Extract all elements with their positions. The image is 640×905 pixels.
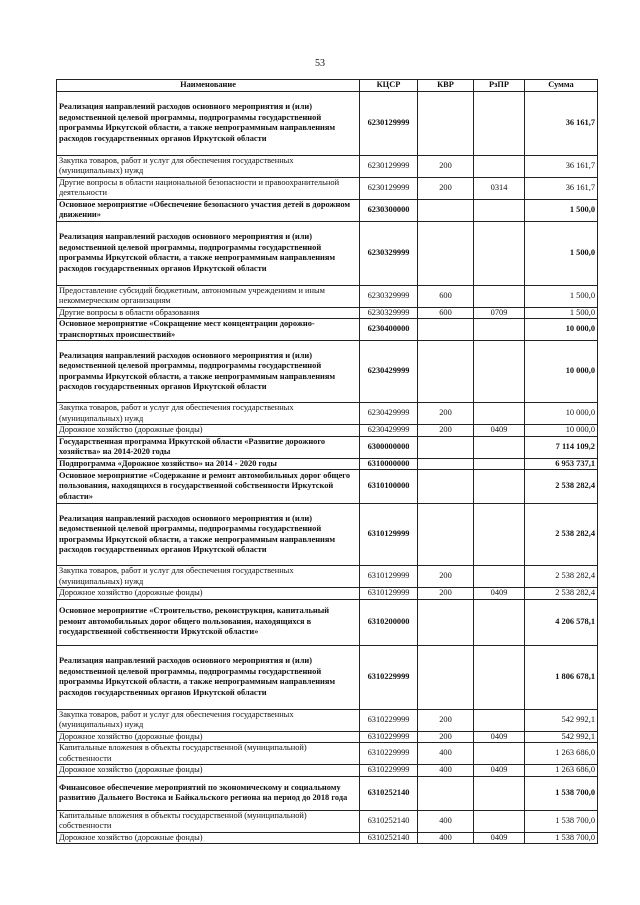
cell-kcsr: 6310229999	[360, 731, 418, 743]
cell-kvr: 200	[418, 731, 474, 743]
cell-name: Реализация направлений расходов основного мероприятия и (или) ведомственной целевой программы, подпрограммы государственной программы Иркутской области, а также непрограммным направлениям расходов государственных органов Иркутской области	[57, 221, 360, 285]
cell-kcsr: 6230329999	[360, 285, 418, 307]
cell-sum: 1 500,0	[525, 221, 598, 285]
cell-rzpr	[474, 199, 525, 221]
cell-name: Основное мероприятие «Сокращение мест концентрации дорожно-транспортных происшествий»	[57, 319, 360, 341]
table-row	[57, 341, 598, 403]
table-row	[57, 504, 598, 566]
cell-rzpr	[474, 285, 525, 307]
cell-rzpr	[474, 470, 525, 504]
cell-sum: 36 161,7	[525, 155, 598, 177]
cell-kvr	[418, 776, 474, 810]
page-number: 53	[315, 58, 325, 69]
cell-kcsr: 6230129999	[360, 177, 418, 199]
cell-kvr: 200	[418, 709, 474, 731]
cell-kvr	[418, 470, 474, 504]
cell-rzpr: 0409	[474, 731, 525, 743]
cell-kvr	[418, 436, 474, 458]
cell-name: Реализация направлений расходов основного мероприятия и (или) ведомственной целевой программы, подпрограммы государственной программы Иркутской области, а также непрограммным направлениям расходов государственных органов Иркутской области	[57, 341, 360, 403]
cell-kvr: 200	[418, 566, 474, 588]
cell-sum: 7 114 109,2	[525, 436, 598, 458]
cell-sum: 1 263 686,0	[525, 765, 598, 777]
cell-name: Государственная программа Иркутской области «Развитие дорожного хозяйства» на 2014-2020 годы	[57, 436, 360, 458]
column-header-kvr: КВР	[418, 80, 474, 92]
table-row	[57, 91, 598, 155]
cell-sum: 1 538 700,0	[525, 776, 598, 810]
cell-sum: 2 538 282,4	[525, 504, 598, 566]
cell-kvr: 200	[418, 177, 474, 199]
cell-kcsr: 6310000000	[360, 458, 418, 470]
table-row	[57, 155, 598, 177]
cell-rzpr	[474, 645, 525, 709]
cell-rzpr: 0409	[474, 765, 525, 777]
cell-name: Дорожное хозяйство (дорожные фонды)	[57, 765, 360, 777]
cell-sum: 2 538 282,4	[525, 566, 598, 588]
cell-kvr: 200	[418, 155, 474, 177]
table-row	[57, 470, 598, 504]
cell-name: Предоставление субсидий бюджетным, автономным учреждениям и иным некоммерческим организациям	[57, 285, 360, 307]
cell-kcsr: 6230400000	[360, 319, 418, 341]
cell-kvr	[418, 341, 474, 403]
cell-rzpr	[474, 709, 525, 731]
cell-kcsr: 6230429999	[360, 341, 418, 403]
cell-kcsr: 6310129999	[360, 566, 418, 588]
cell-kvr	[418, 319, 474, 341]
cell-kcsr: 6310129999	[360, 504, 418, 566]
cell-sum: 1 500,0	[525, 199, 598, 221]
column-header-rzpr: РзПР	[474, 80, 525, 92]
cell-sum: 1 806 678,1	[525, 645, 598, 709]
table-row	[57, 307, 598, 319]
cell-rzpr	[474, 403, 525, 425]
cell-kvr	[418, 645, 474, 709]
cell-kvr	[418, 599, 474, 645]
cell-rzpr	[474, 91, 525, 155]
cell-name: Закупка товаров, работ и услуг для обеспечения государственных (муниципальных) нужд	[57, 403, 360, 425]
cell-rzpr: 0409	[474, 832, 525, 844]
table-row	[57, 436, 598, 458]
table-row	[57, 731, 598, 743]
cell-name: Закупка товаров, работ и услуг для обеспечения государственных (муниципальных) нужд	[57, 566, 360, 588]
cell-kcsr: 6310129999	[360, 588, 418, 600]
table-row	[57, 403, 598, 425]
cell-name: Дорожное хозяйство (дорожные фонды)	[57, 588, 360, 600]
cell-rzpr	[474, 776, 525, 810]
cell-kvr: 200	[418, 403, 474, 425]
table-row	[57, 319, 598, 341]
cell-sum: 6 953 737,1	[525, 458, 598, 470]
cell-rzpr	[474, 810, 525, 832]
cell-kvr	[418, 458, 474, 470]
cell-kvr: 400	[418, 832, 474, 844]
table-row	[57, 599, 598, 645]
cell-sum: 2 538 282,4	[525, 470, 598, 504]
cell-kvr: 600	[418, 285, 474, 307]
table-row	[57, 709, 598, 731]
cell-name: Реализация направлений расходов основного мероприятия и (или) ведомственной целевой программы, подпрограммы государственной программы Иркутской области, а также непрограммным направлениям расходов государственных органов Иркутской области	[57, 91, 360, 155]
cell-kcsr: 6310229999	[360, 709, 418, 731]
cell-rzpr	[474, 155, 525, 177]
cell-name: Финансовое обеспечение мероприятий по экономическому и социальному развитию Дальнего Востока и Байкальского региона на период до 2018 года	[57, 776, 360, 810]
cell-sum: 2 538 282,4	[525, 588, 598, 600]
cell-sum: 1 500,0	[525, 307, 598, 319]
cell-rzpr: 0314	[474, 177, 525, 199]
cell-kcsr: 6300000000	[360, 436, 418, 458]
cell-rzpr	[474, 458, 525, 470]
cell-kvr: 400	[418, 743, 474, 765]
cell-name: Дорожное хозяйство (дорожные фонды)	[57, 731, 360, 743]
cell-sum: 1 263 686,0	[525, 743, 598, 765]
cell-name: Основное мероприятие «Содержание и ремонт автомобильных дорог общего пользования, находящихся в государственной собственности Иркутской области»	[57, 470, 360, 504]
table-row	[57, 458, 598, 470]
cell-rzpr	[474, 341, 525, 403]
cell-sum: 10 000,0	[525, 403, 598, 425]
cell-kcsr: 6230429999	[360, 425, 418, 437]
cell-name: Капитальные вложения в объекты государственной (муниципальной) собственности	[57, 743, 360, 765]
cell-name: Дорожное хозяйство (дорожные фонды)	[57, 425, 360, 437]
cell-kvr	[418, 221, 474, 285]
cell-kvr	[418, 199, 474, 221]
cell-sum: 10 000,0	[525, 425, 598, 437]
table-row	[57, 177, 598, 199]
cell-name: Закупка товаров, работ и услуг для обеспечения государственных (муниципальных) нужд	[57, 709, 360, 731]
table-row	[57, 776, 598, 810]
cell-kcsr: 6310252140	[360, 832, 418, 844]
cell-kvr: 400	[418, 765, 474, 777]
cell-sum: 10 000,0	[525, 341, 598, 403]
cell-rzpr: 0709	[474, 307, 525, 319]
table-body	[57, 91, 598, 844]
cell-rzpr: 0409	[474, 425, 525, 437]
cell-rzpr	[474, 599, 525, 645]
cell-kcsr: 6230300000	[360, 199, 418, 221]
cell-kcsr: 6230429999	[360, 403, 418, 425]
cell-sum: 4 206 578,1	[525, 599, 598, 645]
table-header-row	[57, 80, 598, 92]
cell-sum: 36 161,7	[525, 177, 598, 199]
cell-name: Закупка товаров, работ и услуг для обеспечения государственных (муниципальных) нужд	[57, 155, 360, 177]
cell-kcsr: 6230329999	[360, 307, 418, 319]
cell-kvr: 200	[418, 425, 474, 437]
column-header-name: Наименование	[57, 80, 360, 92]
cell-sum: 1 500,0	[525, 285, 598, 307]
table-row	[57, 765, 598, 777]
table-row	[57, 566, 598, 588]
cell-rzpr	[474, 504, 525, 566]
cell-name: Капитальные вложения в объекты государственной (муниципальной) собственности	[57, 810, 360, 832]
cell-kcsr: 6230129999	[360, 91, 418, 155]
cell-name: Реализация направлений расходов основного мероприятия и (или) ведомственной целевой программы, подпрограммы государственной программы Иркутской области, а также непрограммным направлениям расходов государственных органов Иркутской области	[57, 645, 360, 709]
cell-name: Реализация направлений расходов основного мероприятия и (или) ведомственной целевой программы, подпрограммы государственной программы Иркутской области, а также непрограммным направлениям расходов государственных органов Иркутской области	[57, 504, 360, 566]
cell-sum: 1 538 700,0	[525, 810, 598, 832]
cell-kcsr: 6310229999	[360, 645, 418, 709]
cell-name: Другие вопросы в области образования	[57, 307, 360, 319]
cell-rzpr	[474, 743, 525, 765]
cell-sum: 36 161,7	[525, 91, 598, 155]
cell-name: Дорожное хозяйство (дорожные фонды)	[57, 832, 360, 844]
cell-rzpr	[474, 319, 525, 341]
cell-rzpr	[474, 436, 525, 458]
cell-name: Основное мероприятие «Обеспечение безопасного участия детей в дорожном движении»	[57, 199, 360, 221]
cell-kcsr: 6310252140	[360, 810, 418, 832]
table-row	[57, 810, 598, 832]
cell-kcsr: 6230329999	[360, 221, 418, 285]
budget-table	[56, 79, 598, 844]
cell-kvr: 600	[418, 307, 474, 319]
table-row	[57, 425, 598, 437]
cell-kvr	[418, 91, 474, 155]
cell-kcsr: 6310229999	[360, 765, 418, 777]
cell-kvr: 200	[418, 588, 474, 600]
cell-rzpr	[474, 221, 525, 285]
column-header-sum: Сумма	[525, 80, 598, 92]
cell-kcsr: 6310252140	[360, 776, 418, 810]
column-header-kcsr: КЦСР	[360, 80, 418, 92]
cell-kvr	[418, 504, 474, 566]
cell-name: Подпрограмма «Дорожное хозяйство» на 2014 - 2020 годы	[57, 458, 360, 470]
cell-sum: 542 992,1	[525, 731, 598, 743]
cell-sum: 10 000,0	[525, 319, 598, 341]
cell-kcsr: 6310100000	[360, 470, 418, 504]
table-row	[57, 645, 598, 709]
cell-kcsr: 6310200000	[360, 599, 418, 645]
cell-kvr: 400	[418, 810, 474, 832]
cell-kcsr: 6310229999	[360, 743, 418, 765]
cell-name: Основное мероприятие «Строительство, реконструкция, капитальный ремонт автомобильных дорог общего пользования, находящихся в государственной собственности Иркутской области»	[57, 599, 360, 645]
cell-sum: 1 538 700,0	[525, 832, 598, 844]
cell-rzpr	[474, 566, 525, 588]
table-row	[57, 743, 598, 765]
cell-rzpr: 0409	[474, 588, 525, 600]
cell-kcsr: 6230129999	[360, 155, 418, 177]
cell-name: Другие вопросы в области национальной безопасности и правоохранительной деятельности	[57, 177, 360, 199]
cell-sum: 542 992,1	[525, 709, 598, 731]
table-row	[57, 832, 598, 844]
table-row	[57, 285, 598, 307]
table-row	[57, 588, 598, 600]
table-row	[57, 221, 598, 285]
table-row	[57, 199, 598, 221]
